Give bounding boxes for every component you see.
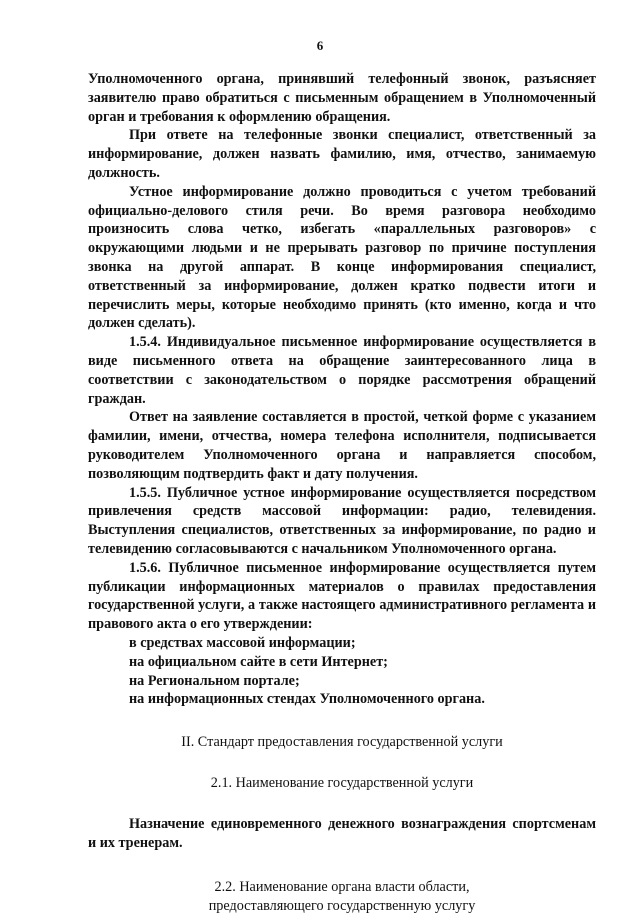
section-2-2-heading-line: предоставляющего государственную услугу bbox=[208, 897, 476, 914]
paragraph-1-5-5: 1.5.5. Публичное устное информирование осуществляется посредством привлечения средств массовой информации: радио, телевидения. Выступления специалистов, ответственных за информирование, по радио и телевидению согласовываются с начальником Уполномоченного органа. bbox=[88, 484, 596, 557]
paragraph-oral-informing: Устное информирование должно проводиться с учетом требований официально-делового стиля речи. Во время разговора необходимо произносить слова четко, избегать «параллельных разговоров» с окружающими людьми и не прерывать разговор по причине поступления звонка на другой аппарат. В конце информирования специалист, ответственный за информирование, должен кратко подвести итоги и перечислить меры, которые необходимо принять (кто именно, когда и что должен сделать). bbox=[88, 183, 596, 332]
paragraph-written-answer: Ответ на заявление составляется в простой, четкой форме с указанием фамилии, имени, отчества, номера телефона исполнителя, подписывается руководителем Уполномоченного органа и направляется способом, позволяющим подтвердить факт и дату получения. bbox=[88, 409, 596, 482]
paragraph-1-5-6: 1.5.6. Публичное письменное информирование осуществляется путем публикации информационных материалов о правилах предоставления государственной услуги, а также настоящего административного регламента и правового акта о его утверждении: bbox=[88, 559, 596, 633]
paragraph-1-5-4: 1.5.4. Индивидуальное письменное информирование осуществляется в виде письменного ответа на обращение заинтересованного лица в соответствии с законодательством о порядке рассмотрения обращений граждан. bbox=[88, 334, 596, 407]
section-ii-heading: II. Стандарт предоставления государственной услуги bbox=[181, 734, 503, 751]
section-2-2-heading-line: 2.2. Наименование органа власти области, bbox=[214, 878, 470, 895]
list-item: в средствах массовой информации; bbox=[129, 634, 356, 651]
document-body bbox=[88, 70, 596, 916]
service-name-paragraph: Назначение единовременного денежного вознаграждения спортсменам и их тренерам. bbox=[88, 816, 596, 851]
list-item: на Региональном портале; bbox=[129, 672, 300, 689]
list-item: на официальном сайте в сети Интернет; bbox=[129, 653, 388, 670]
list-item: на информационных стендах Уполномоченного органа. bbox=[129, 691, 485, 708]
section-2-2-heading bbox=[88, 878, 596, 916]
paragraph-phone-answer: При ответе на телефонные звонки специалист, ответственный за информирование, должен назвать фамилию, имя, отчество, занимаемую должность. bbox=[88, 127, 596, 181]
section-2-1-heading: 2.1. Наименование государственной услуги bbox=[210, 775, 474, 792]
page-number: 6 bbox=[316, 38, 324, 53]
paragraph-continuation: Уполномоченного органа, принявший телефонный звонок, разъясняет заявителю право обратиться с письменным обращением в Уполномоченный орган и требования к оформлению обращения. bbox=[88, 71, 596, 125]
publication-list bbox=[88, 634, 596, 709]
